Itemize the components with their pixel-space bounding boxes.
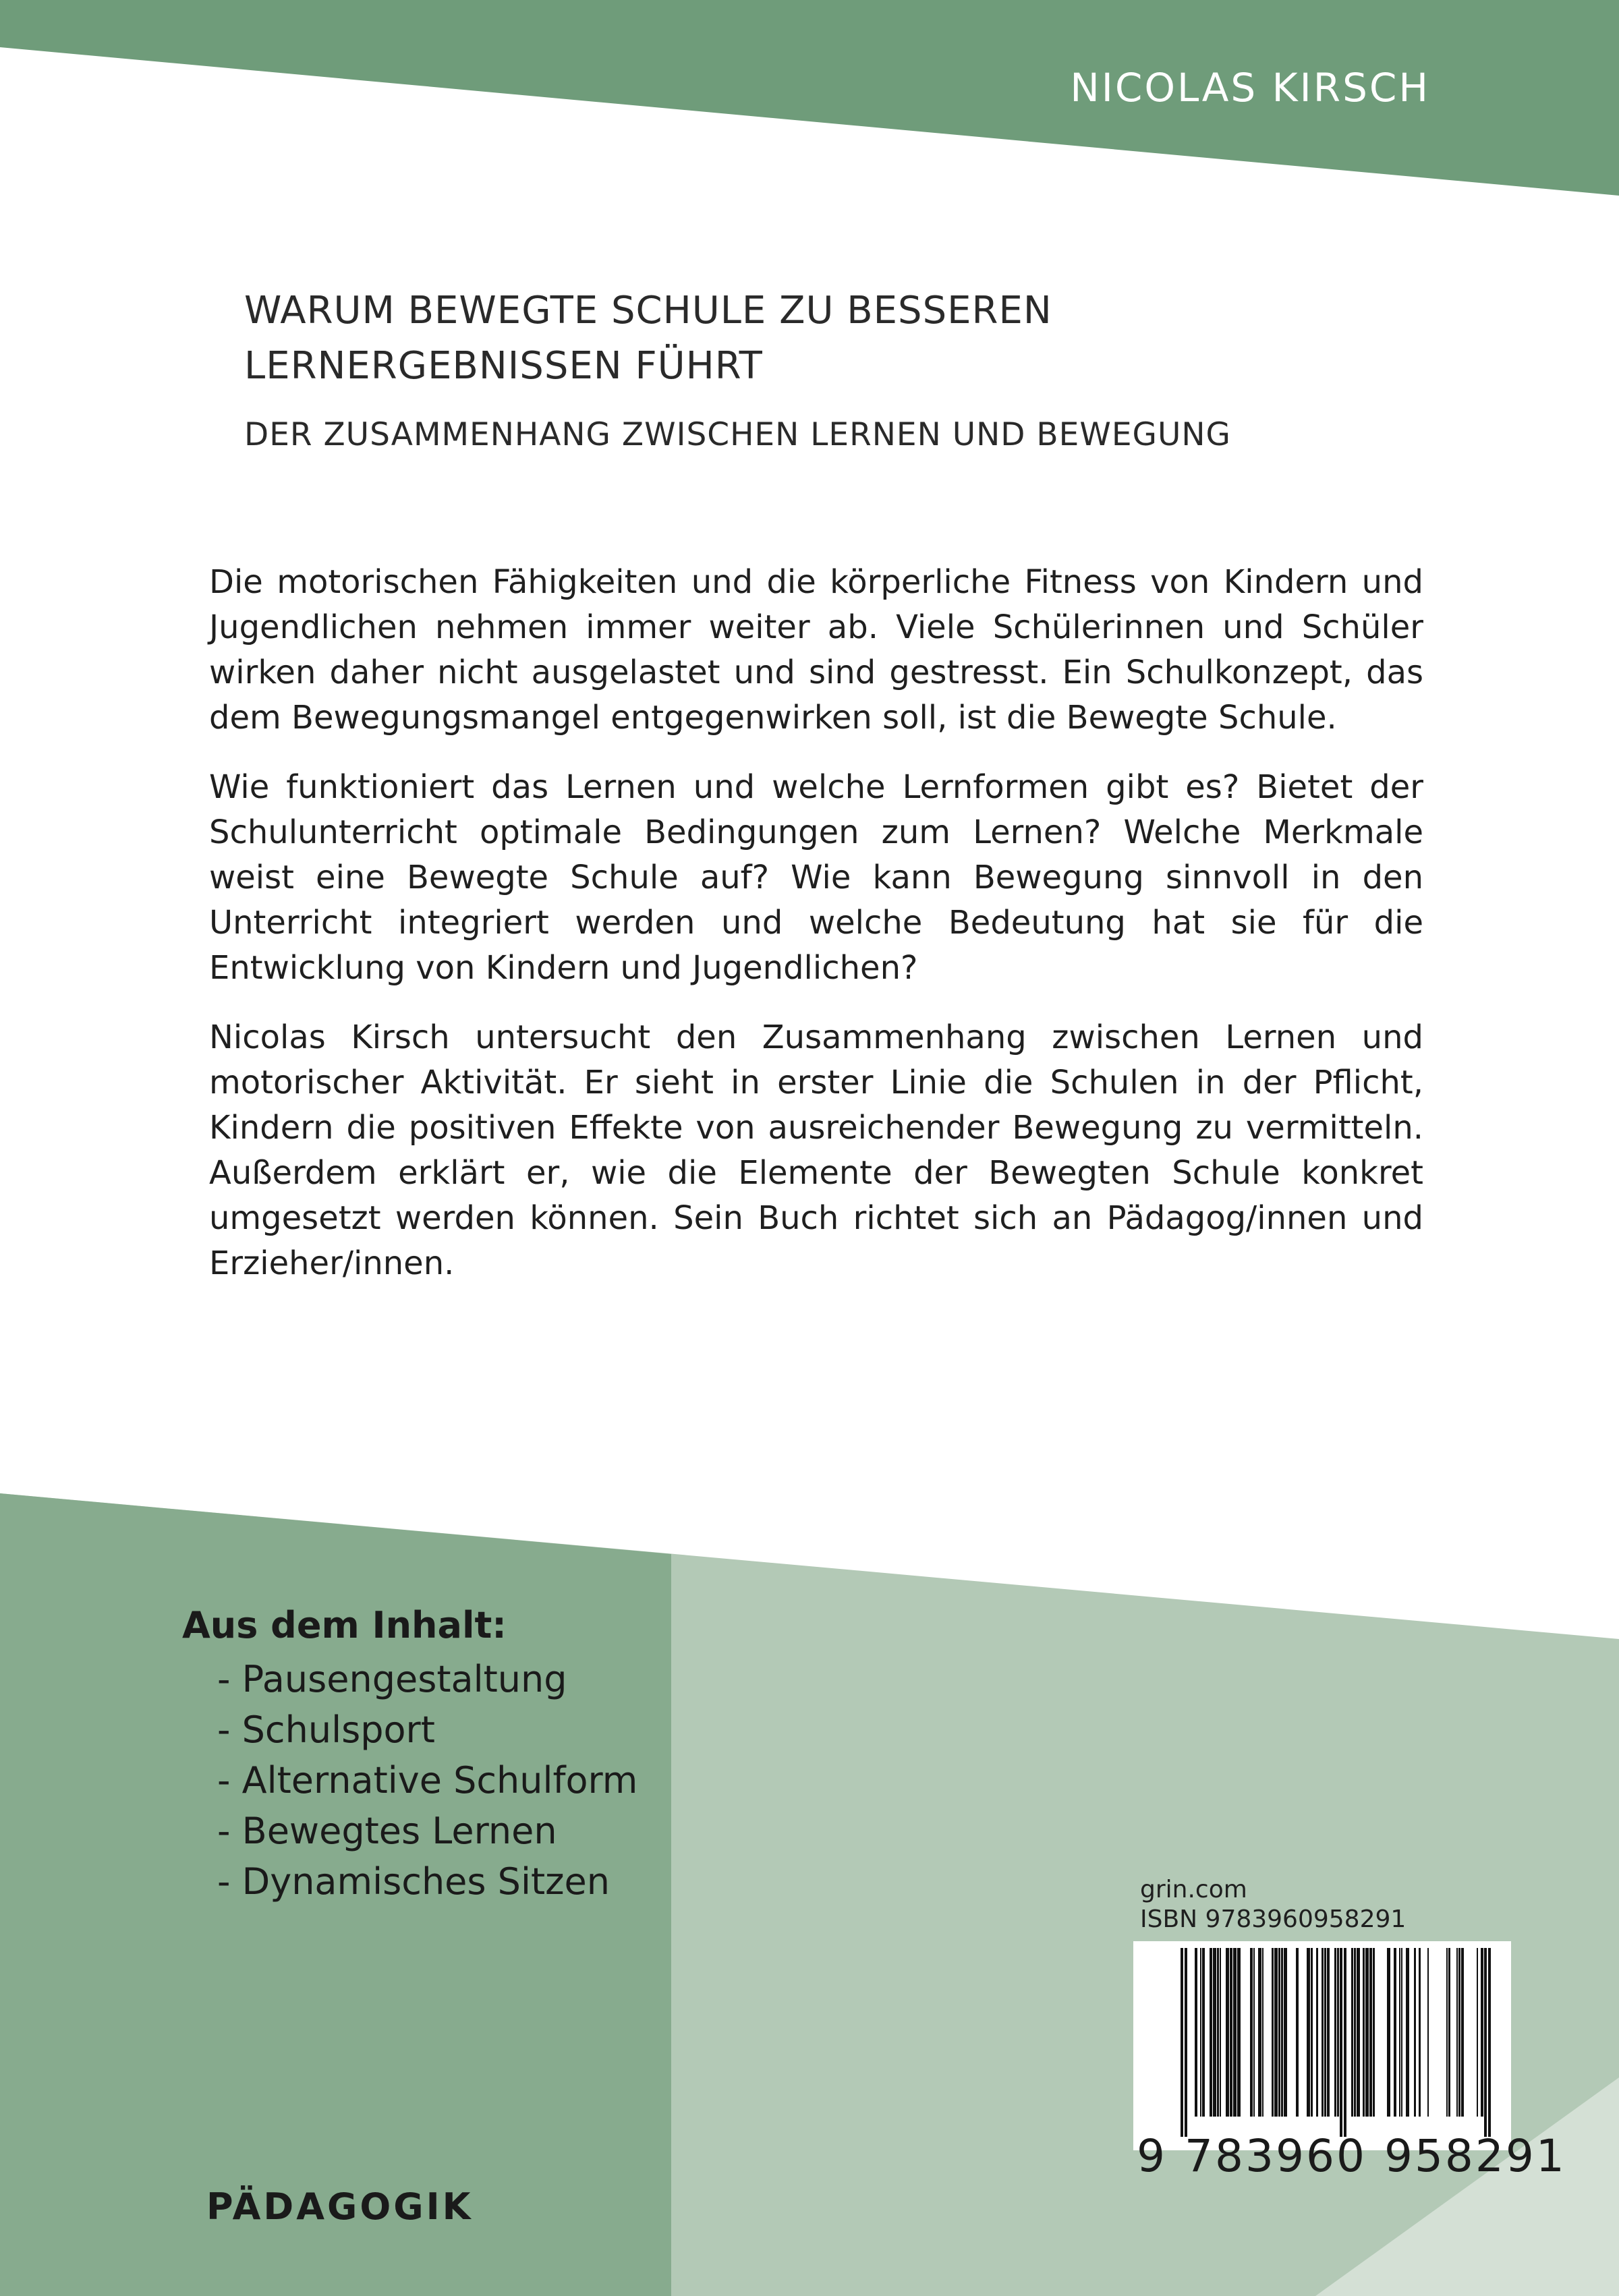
barcode-bar — [1250, 1948, 1253, 2117]
barcode-bar — [1484, 1948, 1487, 2137]
barcode-digits-right: 958291 — [1384, 2130, 1566, 2182]
barcode-bar — [1401, 1948, 1402, 2117]
barcode-bar — [1322, 1948, 1324, 2117]
publisher-info — [1140, 1875, 1406, 1934]
barcode-bar — [1272, 1948, 1274, 2117]
barcode-bar — [1262, 1948, 1263, 2117]
barcode-bar — [1387, 1948, 1390, 2117]
book-subtitle: DER ZUSAMMENHANG ZWISCHEN LERNEN UND BEWEGUNG — [244, 416, 1231, 453]
barcode-bar — [1233, 1948, 1237, 2117]
barcode-bar — [1181, 1948, 1183, 2137]
barcode-bar — [1284, 1948, 1287, 2117]
contents-item: - Bewegtes Lernen — [217, 1806, 637, 1856]
barcode-bar — [1344, 1948, 1346, 2137]
isbn-label: ISBN 9783960958291 — [1140, 1905, 1407, 1933]
barcode-digits — [1137, 2130, 1566, 2182]
contents-list — [217, 1654, 637, 1907]
barcode-bar — [1419, 1948, 1421, 2117]
blurb-text — [209, 560, 1423, 1311]
author-name: NICOLAS KIRSCH — [1070, 65, 1430, 111]
contents-item: - Alternative Schulform — [217, 1755, 637, 1806]
book-title: WARUM BEWEGTE SCHULE ZU BESSEREN LERNERGEBNISSEN FÜHRT — [244, 289, 1052, 388]
barcode-bar — [1394, 1948, 1396, 2117]
barcode-bar — [1351, 1948, 1353, 2117]
barcode-bar — [1258, 1948, 1261, 2117]
barcode-bar — [1311, 1948, 1313, 2117]
barcode-bar — [1365, 1948, 1369, 2117]
barcode-bar — [1427, 1948, 1429, 2117]
barcode-bar — [1488, 1948, 1491, 2137]
barcode-bar — [1324, 1948, 1326, 2117]
barcode-bar — [1316, 1948, 1318, 2117]
contents-item: - Dynamisches Sitzen — [217, 1856, 637, 1907]
barcode-bar — [1213, 1948, 1216, 2117]
barcode-bar — [1217, 1948, 1219, 2117]
barcode-bar — [1334, 1948, 1336, 2117]
barcode-bar — [1357, 1948, 1360, 2117]
barcode-bar — [1481, 1948, 1483, 2117]
contents-item: - Schulsport — [217, 1704, 637, 1755]
category-label: PÄDAGOGIK — [206, 2185, 474, 2228]
barcode-bar — [1253, 1948, 1255, 2117]
barcode-bar — [1373, 1948, 1375, 2117]
barcode-bar — [1363, 1948, 1365, 2117]
barcode-bar — [1281, 1948, 1283, 2117]
barcode-bar — [1237, 1948, 1241, 2117]
barcode-bar — [1307, 1948, 1310, 2117]
barcode-digit-first: 9 — [1137, 2130, 1167, 2182]
barcode-bar — [1226, 1948, 1229, 2117]
barcode-bar — [1200, 1948, 1201, 2117]
barcode-image — [1133, 1941, 1511, 2137]
barcode-bar — [1220, 1948, 1221, 2117]
barcode-bar — [1456, 1948, 1458, 2117]
contents-item: - Pausengestaltung — [217, 1654, 637, 1704]
barcode-area — [1133, 1941, 1511, 2150]
barcode-bar — [1354, 1948, 1356, 2117]
barcode-bar — [1369, 1948, 1372, 2117]
barcode-bar — [1446, 1948, 1448, 2117]
barcode-bar — [1477, 1948, 1478, 2117]
barcode-bar — [1210, 1948, 1212, 2117]
barcode-bar — [1195, 1948, 1197, 2117]
blurb-paragraph: Wie funktioniert das Lernen und welche Lernformen gibt es? Bietet der Schulunterricht optimale Bedingungen zum Lernen? Welche Merkmale weist eine Bewegte Schule auf? Wie kann Bewegung sinnvoll in den Unterricht integriert werden und welche Bedeutung hat sie für die Entwicklung von Kindern und Jugendlichen? — [209, 768, 1423, 987]
barcode-bar — [1278, 1948, 1280, 2117]
barcode-bar — [1202, 1948, 1205, 2117]
barcode-bar — [1399, 1948, 1400, 2117]
barcode-bar — [1337, 1948, 1339, 2117]
barcode-bar — [1406, 1948, 1409, 2117]
blurb-paragraph: Nicolas Kirsch untersucht den Zusammenhang zwischen Lernen und motorischer Aktivität. Er sieht in erster Linie die Schulen in der Pflicht, Kindern die positiven Effekte von ausreichender Bewegung zu vermitteln. Außerdem erklärt er, wie die Elemente der Bewegten Schule konkret umgesetzt werden können. Sein Buch richtet sich an Pädagog/innen und Erzieher/innen. — [209, 1018, 1423, 1282]
contents-heading: Aus dem Inhalt: — [182, 1604, 507, 1646]
barcode-bar — [1414, 1948, 1416, 2117]
barcode-bar — [1185, 1948, 1187, 2137]
barcode-bar — [1461, 1948, 1464, 2117]
publisher-website: grin.com — [1140, 1876, 1247, 1903]
barcode-bar — [1274, 1948, 1278, 2117]
barcode-bar — [1296, 1948, 1299, 2117]
barcode-digits-left: 783960 — [1185, 2130, 1367, 2182]
blurb-paragraph: Die motorischen Fähigkeiten und die körperliche Fitness von Kindern und Jugendlichen nehmen immer weiter ab. Viele Schülerinnen und Schüler wirken daher nicht ausgelastet und sind gestresst. Ein Schulkonzept, das dem Bewegungsmangel entgegenwirken soll, ist die Bewegte Schule. — [209, 563, 1423, 737]
barcode-bar — [1340, 1948, 1342, 2137]
barcode-bar — [1327, 1948, 1330, 2117]
barcode-bar — [1230, 1948, 1232, 2117]
barcode-bar — [1458, 1948, 1460, 2117]
barcode-bar — [1448, 1948, 1450, 2117]
